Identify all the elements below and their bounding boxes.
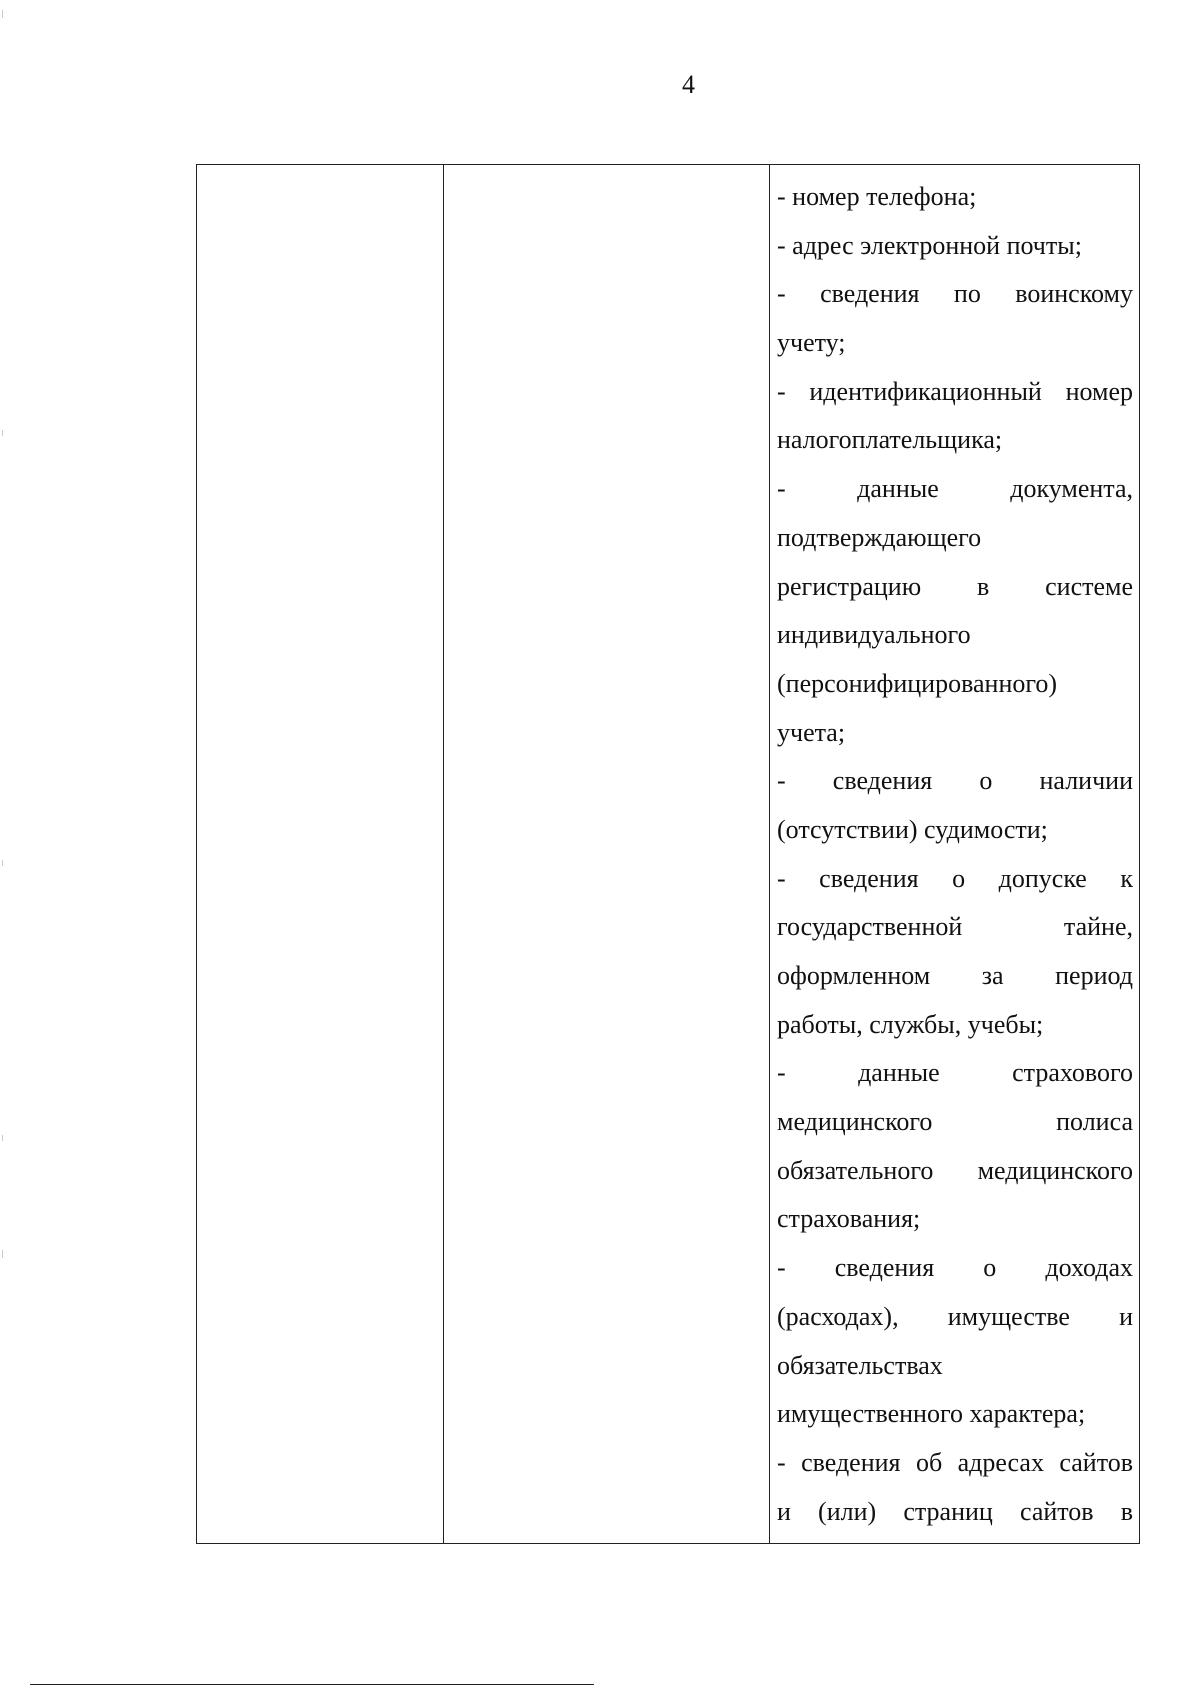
scan-artifact [2,1250,3,1258]
cell-line: работы, службы, учебы; [777,1009,1044,1039]
cell-line: индивидуального [777,620,971,650]
cell-line: обязательствах [777,1350,943,1380]
cell-line: медицинского полиса [777,1107,1133,1137]
column-divider-1 [443,165,444,1543]
cell-line: - сведения о наличии [777,766,1133,796]
cell-line: (персонифицированного) [777,668,1058,698]
cell-line: учету; [777,328,846,358]
cell-line: - данные документа, [777,474,1133,504]
cell-line: - сведения о допуске к [777,863,1133,893]
scan-artifact [2,430,3,436]
scan-artifact [2,10,3,18]
footnote-separator-line [30,1684,594,1685]
cell-line: налогоплательщика; [777,425,1003,455]
cell-line: - номер телефона; [777,182,977,211]
cell-line: обязательного медицинского [777,1155,1133,1185]
cell-line: оформленном за период [777,961,1133,990]
table-cell-third-column [777,173,1133,1536]
cell-line: - сведения об адресах сайтов [777,1447,1133,1477]
cell-line: имущественного характера; [777,1399,1086,1429]
cell-line: подтверждающего [777,522,982,552]
cell-line: - сведения о доходах [777,1253,1133,1283]
data-table [196,164,1140,1544]
cell-line: (расходах), имуществе и [777,1301,1133,1331]
cell-line: - данные страхового [777,1058,1133,1088]
scan-artifact [2,860,3,866]
cell-line: учета; [777,717,846,747]
cell-line: - сведения по воинскому [777,279,1133,309]
cell-line: и (или) страниц сайтов в [777,1496,1133,1526]
cell-line: страхования; [777,1204,921,1234]
cell-line: - адрес электронной почты; [777,230,1082,260]
scan-artifact [2,1135,3,1141]
cell-line: государственной тайне, [777,912,1133,942]
cell-line: регистрацию в системе [777,571,1133,601]
cell-line: (отсутствии) судимости; [777,814,1048,844]
cell-line: - идентификационный номер [777,376,1133,406]
page-number: 4 [682,70,695,99]
column-divider-2 [769,165,770,1543]
